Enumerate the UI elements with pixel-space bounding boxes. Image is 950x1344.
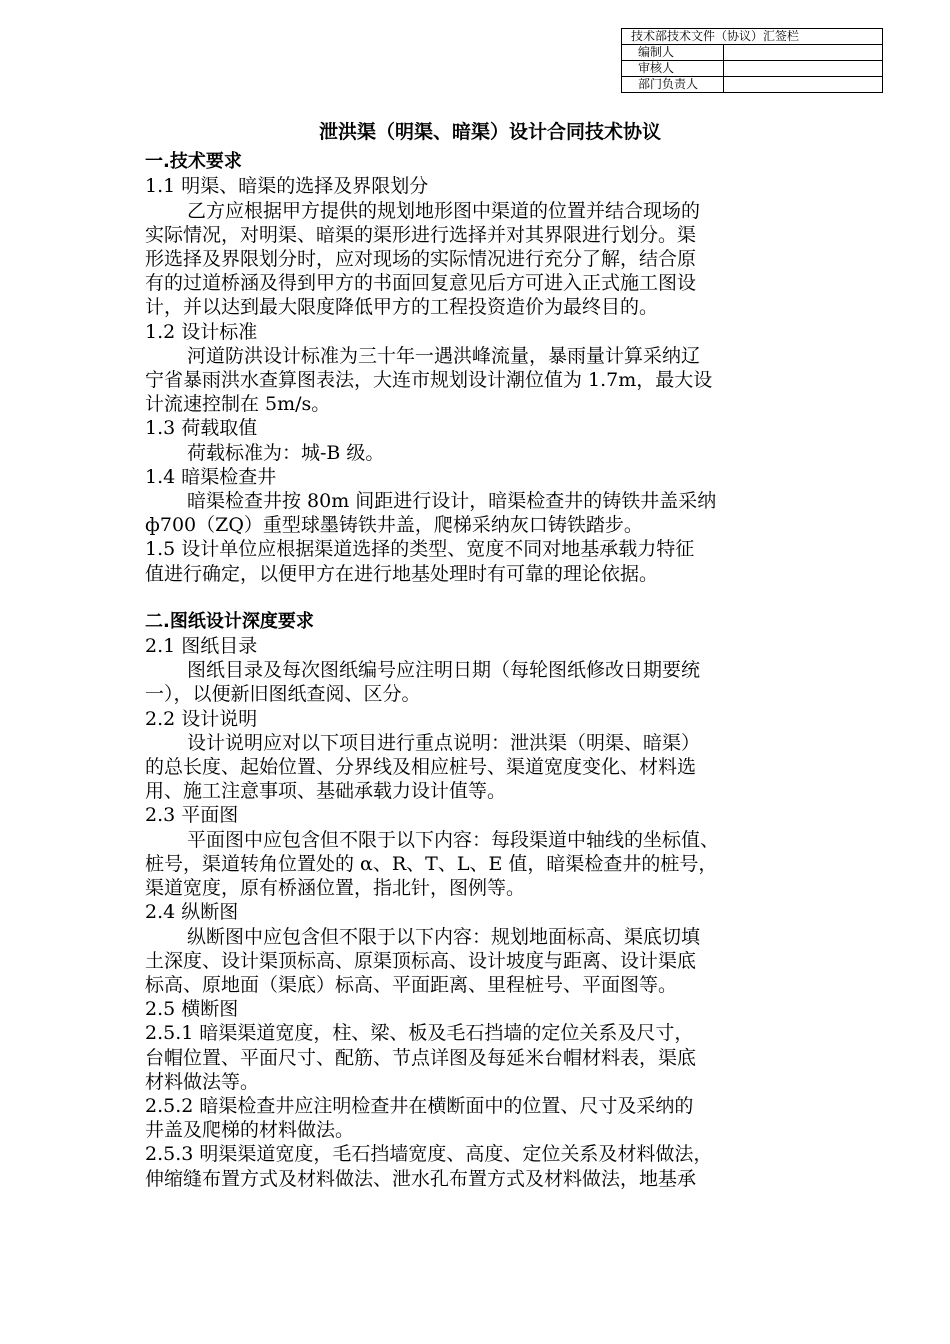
sign-off-value-reviewer (723, 61, 882, 77)
sign-off-row-reviewer (622, 61, 883, 77)
paragraph-line: 桩号，渠道转角位置处的 α、R、T、L、E 值，暗渠检查井的桩号， (145, 852, 718, 875)
paragraph-line: 渠道宽度，原有桥涵位置，指北针，图例等。 (145, 877, 526, 900)
paragraph-line: 暗渠检查井按 80m 间距进行设计，暗渠检查井的铸铁井盖采纳 (187, 490, 717, 513)
paragraph-line: ф700（ZQ）重型球墨铸铁井盖，爬梯采纳灰口铸铁踏步。 (145, 514, 643, 537)
paragraph-line: 一），以便新旧图纸查阅、区分。 (145, 683, 421, 706)
subsection-heading: 1.3 荷载取值 (145, 417, 258, 440)
sign-off-table (621, 28, 883, 93)
paragraph-line: 纵断图中应包含但不限于以下内容：规划地面标高、渠底切填 (187, 925, 701, 948)
paragraph-line: 1.5 设计单位应根据渠道选择的类型、宽度不同对地基承载力特征 (145, 538, 695, 561)
section-spacer (145, 586, 815, 610)
subsection-heading: 1.1 明渠、暗渠的选择及界限划分 (145, 175, 429, 198)
sign-off-row-head (622, 77, 883, 93)
paragraph-line: 宁省暴雨洪水查算图表法，大连市规划设计潮位值为 1.7m，最大设 (145, 369, 713, 392)
paragraph-line: 河道防洪设计标准为三十年一遇洪峰流量，暴雨量计算采纳辽 (187, 344, 701, 367)
subsection-heading: 2.2 设计说明 (145, 707, 258, 730)
paragraph-line: 伸缩缝布置方式及材料做法、泄水孔布置方式及材料做法，地基承 (145, 1167, 697, 1190)
paragraph-line: 2.5.2 暗渠检查井应注明检查井在横断面中的位置、尺寸及采纳的 (145, 1094, 694, 1117)
document-body (145, 120, 815, 1191)
paragraph-line: 土深度、设计渠顶标高、原渠顶标高、设计坡度与距离、设计渠底 (145, 949, 697, 972)
sign-off-label-reviewer: 审核人 (622, 61, 724, 77)
paragraph-line: 有的过道桥涵及得到甲方的书面回复意见后方可进入正式施工图设 (145, 272, 697, 295)
paragraph-line: 2.5.1 暗渠渠道宽度，柱、梁、板及毛石挡墙的定位关系及尺寸， (145, 1022, 694, 1045)
paragraph-line: 井盖及爬梯的材料做法。 (145, 1119, 355, 1142)
section-heading-2: 二.图纸设计深度要求 (145, 610, 314, 632)
paragraph-line: 平面图中应包含但不限于以下内容：每段渠道中轴线的坐标值、 (187, 828, 720, 851)
paragraph-line: 台帽位置、平面尺寸、配筋、节点详图及每延米台帽材料表，渠底 (145, 1046, 697, 1069)
sign-off-label-head: 部门负责人 (622, 77, 724, 93)
subsection-heading: 2.3 平面图 (145, 804, 239, 827)
document-title: 泄洪渠（明渠、暗渠）设计合同技术协议 (318, 121, 661, 143)
sign-off-header-row (622, 29, 883, 45)
paragraph-line: 2.5.3 明渠渠道宽度，毛石挡墙宽度、高度、定位关系及材料做法， (145, 1143, 713, 1166)
subsection-heading: 1.2 设计标准 (145, 320, 258, 343)
sign-off-value-head (723, 77, 882, 93)
paragraph-line: 值进行确定，以便甲方在进行地基处理时有可靠的理论依据。 (145, 562, 659, 585)
subsection-heading: 2.5 横断图 (145, 998, 239, 1021)
paragraph-line: 荷载标准为：城-B 级。 (187, 441, 385, 464)
paragraph-line: 标高、原地面（渠底）标高、平面距离、里程桩号、平面图等。 (145, 973, 678, 996)
subsection-heading: 2.4 纵断图 (145, 901, 239, 924)
paragraph-line: 用、施工注意事项、基础承载力设计值等。 (145, 780, 507, 803)
subsection-heading: 2.1 图纸目录 (145, 635, 258, 658)
paragraph-line: 计流速控制在 5m/s。 (145, 393, 331, 416)
paragraph-line: 材料做法等。 (145, 1070, 260, 1093)
paragraph-line: 形选择及界限划分时，应对现场的实际情况进行充分了解，结合原 (145, 248, 697, 271)
paragraph-line: 计，并以达到最大限度降低甲方的工程投资造价为最终目的。 (145, 296, 659, 319)
section-heading-1: 一.技术要求 (145, 151, 242, 173)
sign-off-label-author: 编制人 (622, 45, 724, 61)
paragraph-line: 图纸目录及每次图纸编号应注明日期（每轮图纸修改日期要统 (187, 659, 701, 682)
sign-off-header: 技术部技术文件（协议）汇签栏 (622, 29, 883, 45)
paragraph-line: 乙方应根据甲方提供的规划地形图中渠道的位置并结合现场的 (187, 199, 701, 222)
subsection-heading: 1.4 暗渠检查井 (145, 465, 277, 488)
sign-off-row-author (622, 45, 883, 61)
sign-off-value-author (723, 45, 882, 61)
paragraph-line: 的总长度、起始位置、分界线及相应桩号、渠道宽度变化、材料选 (145, 756, 697, 779)
paragraph-line: 设计说明应对以下项目进行重点说明：泄洪渠（明渠、暗渠） (187, 731, 701, 754)
paragraph-line: 实际情况，对明渠、暗渠的渠形进行选择并对其界限进行划分。渠 (145, 223, 697, 246)
